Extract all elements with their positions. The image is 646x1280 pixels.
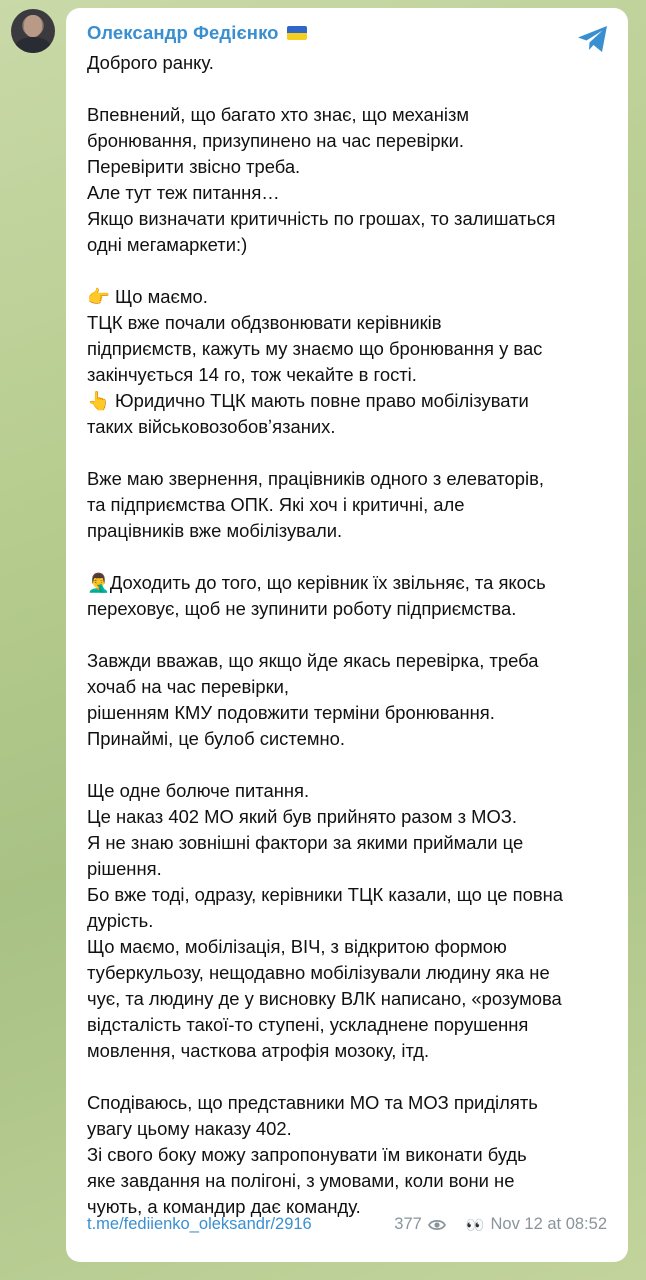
message-line (87, 258, 610, 284)
message-line: мовлення, часткова атрофія мозоку, ітд. (87, 1040, 430, 1061)
message-line: працівників вже мобілізували. (87, 520, 343, 541)
message-line: таких військовозобовʼязаних. (87, 416, 336, 437)
message-line: увагу цьому наказу 402. (87, 1118, 292, 1139)
eye-icon (428, 1219, 446, 1231)
message-line: Бо вже тоді, одразу, керівники ТЦК казали, що це повна (87, 884, 563, 905)
message-line: Впевнений, що багато хто знає, що механізм (87, 104, 470, 125)
message-line: рішення. (87, 858, 162, 879)
message-line: відсталість такої-то ступені, ускладнене порушення (87, 1014, 529, 1035)
message-line: Але тут теж питання… (87, 182, 280, 203)
message-line (87, 1064, 610, 1090)
message-line: одні мегамаркети:) (87, 234, 248, 255)
message-line: Зі свого боку можу запропонувати їм виконати будь (87, 1144, 527, 1165)
message-line (87, 752, 610, 778)
reaction-eyes-icon[interactable]: 👀 (465, 1216, 485, 1234)
ukraine-flag-icon (287, 26, 307, 40)
message-line: 👆 Юридично ТЦК мають повне право мобілізувати (87, 390, 529, 411)
avatar-face (24, 15, 42, 37)
message-line: туберкульозу, нещодавно мобілізували людину яка не (87, 962, 550, 983)
message-line: Якщо визначати критичність по грошах, то залишаться (87, 208, 556, 229)
message-line: рішенням КМУ подовжити терміни бронювання. (87, 702, 495, 723)
avatar-suit (15, 37, 51, 53)
message-line: хочаб на час перевірки, (87, 676, 290, 697)
message-header (87, 20, 610, 46)
message-line: дурість. (87, 910, 154, 931)
telegram-icon[interactable] (576, 24, 610, 54)
avatar[interactable] (11, 9, 55, 53)
message-line (87, 440, 610, 466)
message-line: переховує, щоб не зупинити роботу підприємства. (87, 598, 517, 619)
message-line: Завжди вважав, що якщо йде якась перевірка, треба (87, 650, 539, 671)
message-line: чують, а командир дає команду. (87, 1196, 361, 1217)
message-line: Доброго ранку. (87, 52, 214, 73)
message-line: ТЦК вже почали обдзвонювати керівників (87, 312, 442, 333)
message-line (87, 622, 610, 648)
view-count: 377 (394, 1215, 422, 1233)
message-line: та підприємства ОПК. Які хоч і критичні, але (87, 494, 465, 515)
message-line (87, 544, 610, 570)
message-line (87, 76, 610, 102)
message-line: 🤦‍♂️Доходить до того, що керівник їх звільняє, та якось (87, 572, 546, 593)
message-line: Я не знаю зовнішні фактори за якими приймали це (87, 832, 524, 853)
post-link[interactable]: t.me/fediienko_oleksandr/2916 (87, 1215, 312, 1233)
message-line: Принаймі, це булоб системно. (87, 728, 345, 749)
message-footer (87, 1215, 607, 1234)
message-meta (394, 1215, 607, 1234)
message-line: 👉 Що маємо. (87, 286, 208, 307)
message-line: Вже маю звернення, працівників одного з елеваторів, (87, 468, 544, 489)
message-line: закінчується 14 го, тож чекайте в гості. (87, 364, 417, 385)
message-line: бронювання, призупинено на час перевірки. (87, 130, 464, 151)
message-line: чує, та людину де у висновку ВЛК написано, «розумова (87, 988, 562, 1009)
message-line: підприємств, кажуть му знаємо що бронювання у вас (87, 338, 543, 359)
message-line: Що маємо, мобілізація, ВІЧ, з відкритою формою (87, 936, 507, 957)
message-bubble (66, 8, 628, 1262)
message-line: Перевірити звісно треба. (87, 156, 301, 177)
message-line: Сподіваюсь, що представники МО та МОЗ приділять (87, 1092, 538, 1113)
message-line: Це наказ 402 МО який був прийнято разом з МОЗ. (87, 806, 517, 827)
author-name[interactable]: Олександр Федієнко (87, 22, 279, 43)
timestamp: Nov 12 at 08:52 (490, 1215, 607, 1233)
message-text (87, 50, 610, 1220)
message-line: яке завдання на полігоні, з умовами, коли вони не (87, 1170, 515, 1191)
message-line: Ще одне болюче питання. (87, 780, 310, 801)
